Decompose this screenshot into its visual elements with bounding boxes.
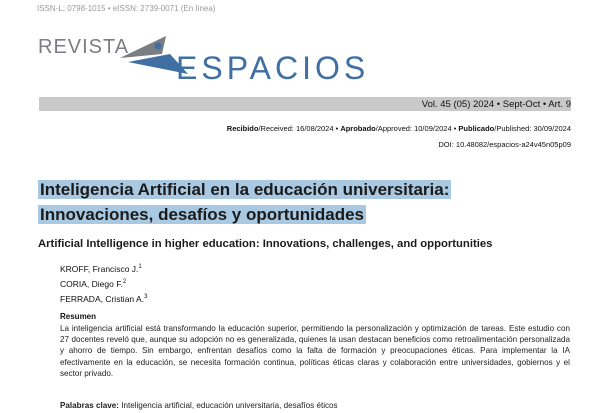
approved-date: /Approved: 10/09/2024 • [375, 124, 459, 133]
doi-link[interactable]: DOI: 10.48082/espacios-a24v45n05p09 [438, 140, 571, 149]
author-name: KROFF, Francisco J. [60, 263, 139, 274]
title-es-line-2: Innovaciones, desafíos y oportunidades [40, 205, 365, 224]
article-title-english: Artificial Intelligence in higher education: Innovations, challenges, and opportunities [38, 238, 493, 250]
author-item [60, 261, 147, 276]
author-item [60, 276, 147, 291]
abstract-heading: Resumen [60, 312, 97, 321]
logo-word-revista: REVISTA [38, 36, 130, 58]
title-es-line-1: Inteligencia Artificial en la educación universitaria: [40, 180, 450, 199]
logo-dot [155, 43, 162, 50]
author-name: FERRADA, Cristian A. [60, 293, 145, 304]
author-ref[interactable]: 2 [122, 278, 127, 285]
issn-line: ISSN-L: 0798-1015 • eISSN: 2739-0071 (En línea) [37, 4, 216, 13]
published-date: /Published: 30/09/2024 [494, 124, 571, 133]
author-ref[interactable]: 3 [144, 293, 148, 300]
received-label: Recibido [226, 124, 259, 133]
author-item [60, 291, 147, 306]
keywords [60, 401, 338, 410]
volume-info: Vol. 45 (05) 2024 • Sept-Oct • Art. 9 [421, 99, 571, 110]
article-title-spanish [38, 177, 508, 227]
received-date: /Received: 16/08/2024 • [258, 124, 341, 133]
logo-word-espacios: ESPACIOS [176, 50, 370, 86]
author-ref[interactable]: 1 [138, 264, 142, 270]
author-name: CORIA, Diego F. [60, 278, 123, 289]
abstract-text: La inteligencia artificial está transformando la educación superior, permitiendo la personalización y optimización de tareas. Este estudio con 27 docentes reveló que, aunque su adopción no es generalizada, quienes la usan destacan beneficios como retroalimentación personalizada y ahorro de tiempo. Sin embargo, enfrentan desafíos como la falta de formación y preocupaciones éticas. Para implementar la IA efectivamente en la educación, se necesita formación continua, políticas éticas claras y colaboración entre universidades, gobiernos y el sector privado. [60, 324, 570, 378]
keywords-list: Inteligencia artificial, educación universitaria, desafíos éticos [118, 401, 338, 410]
approved-label: Aprobado [340, 124, 376, 133]
published-label: Publicado [458, 124, 495, 133]
author-list [60, 261, 147, 305]
keywords-label: Palabras clave: [60, 401, 119, 410]
article-dates [227, 124, 571, 133]
